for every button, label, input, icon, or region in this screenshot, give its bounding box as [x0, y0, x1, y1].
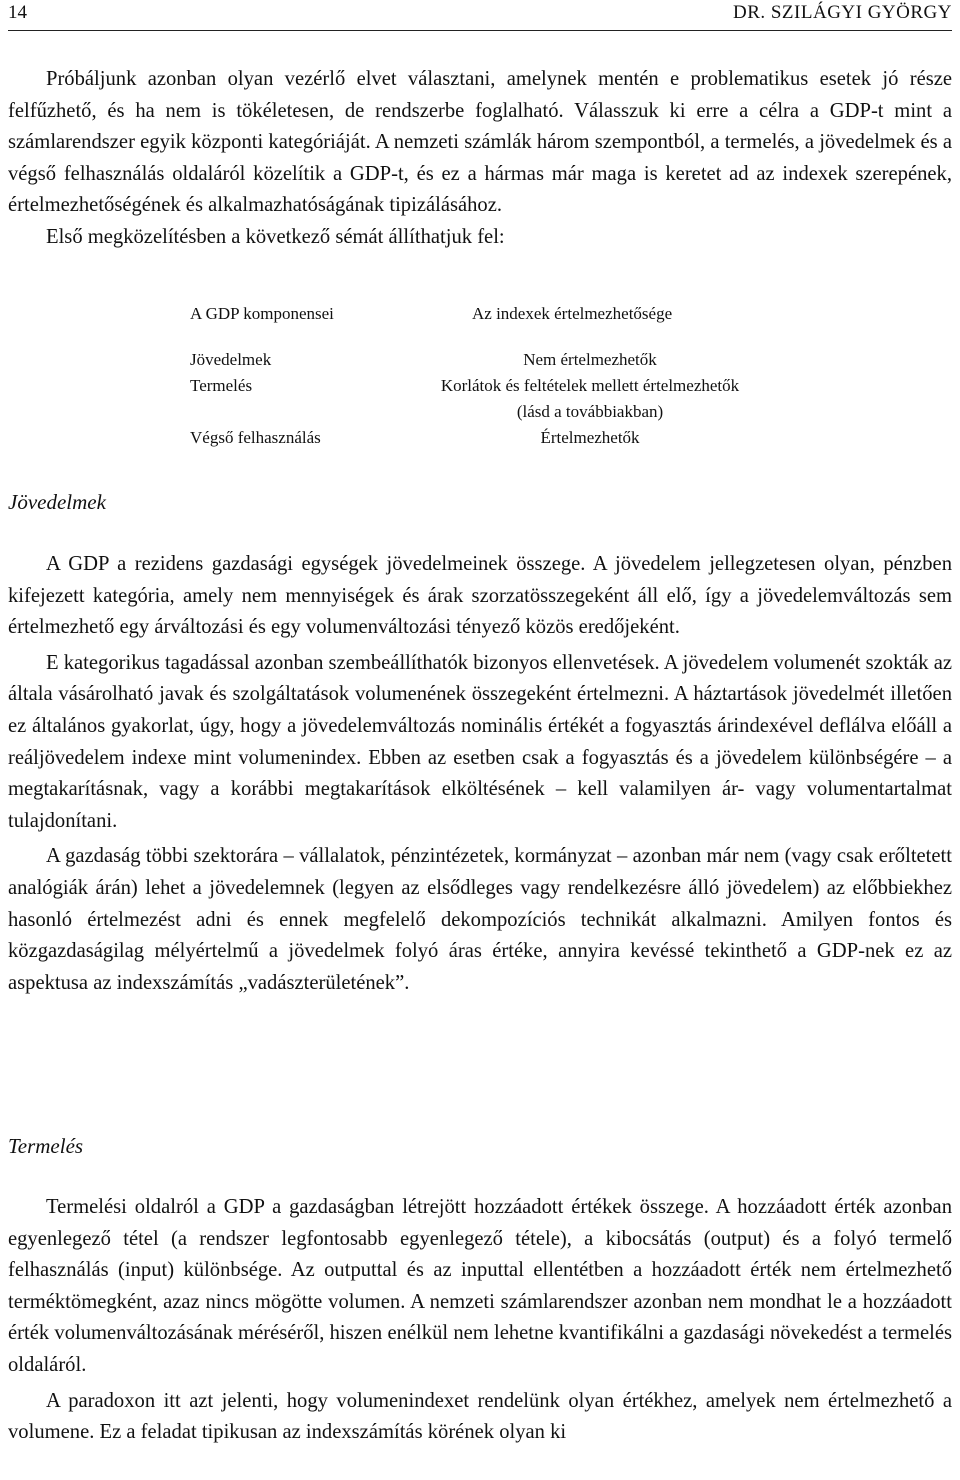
scheme-row-component: Jövedelmek: [190, 350, 272, 369]
body-paragraph: A gazdaság többi szektorára – vállalatok, pénzintézetek, kormányzat – azonban már nem (vagy csak erőltetett analógiák árán) lehet a jövedelemnek (legyen az elsődleges vagy rendelkezésre álló jövedelem) az előbbiekhez hasonló értelmezést adni és ennek megfelelő dekompozíciós technikát alkalmazni. Amilyen fontos és közgazdaságilag mélyértelmű a jövedelmek folyó áras értéke, annyira kevéssé tekinthető a GDP-nek ez az aspektusa az indexszámítás „vadászterületének”.: [8, 845, 952, 994]
scheme-row-interpretation: Értelmezhetők: [540, 428, 640, 447]
scheme-col2-header: Az indexek értelmezhetősége: [472, 304, 673, 323]
scheme-row-component: Végső felhasználás: [190, 428, 321, 447]
page-header: [8, 0, 952, 31]
running-header-author: DR. SZILÁGYI GYÖRGY: [732, 2, 952, 23]
intro-block: [8, 64, 952, 254]
scheme-col1-header: A GDP komponensei: [190, 304, 334, 323]
section-heading-jovedelmek: Jövedelmek: [8, 490, 106, 514]
body-paragraph: A paradoxon itt azt jelenti, hogy volumenindexet rendelünk olyan értékhez, amelyek nem értelmezhető a volumene. Ez a feladat tipikusan az indexszámítás körének olyan ki: [8, 1389, 952, 1444]
body-paragraph: E kategorikus tagadással azonban szembeállíthatók bizonyos ellenvetések. A jövedelem volumenét szokták az általa vásárolható javak és szolgáltatások volumenének összegeként értelmezni. A háztartások jövedelmét illetően ez általános gyakorlat, úgy, hogy a jövedelemváltozás nominális értékét a fogyasztás árindexével deflálva előáll a reáljövedelem indexe mint volumenindex. Ebben az esetben csak a fogyasztás és a jövedelem különbségére – a megtakarításnak, vagy a korábbi megtakarítások elköltésének – kell valamilyen ár- vagy volumentartalmat tulajdonítani.: [8, 651, 952, 832]
scheme-row-note: (lásd a továbbiakban): [516, 402, 664, 421]
intro-scheme-lead: Első megközelítésben a következő sémát állíthatjuk fel:: [46, 225, 505, 248]
scheme-row-interpretation: Korlátok és feltételek mellett értelmezhetők: [440, 376, 740, 395]
section-body-jovedelmek: [8, 549, 952, 999]
section-body-termeles: [8, 1192, 952, 1449]
body-paragraph: Termelési oldalról a GDP a gazdaságban létrejött hozzáadott értékek összege. A hozzáadott érték azonban egyenlegező tétel (a rendszer legfontosabb egyenlegező tétele), a kibocsátás (output) és a folyó termelő felhasználás (input) különbsége. Az outputtal és az inputtal ellentétben a hozzáadott érték nem értelmezhető terméktömegként, azaz nincs mögötte volumen. A nemzeti számlarendszer azonban nem mondhat le a hozzáadott érték volumenváltozásának méréséről, hiszen enélkül nem lehetne kvantifikálni a gazdasági növekedést a termelés oldaláról.: [8, 1196, 952, 1376]
scheme-row-interpretation: Nem értelmezhetők: [523, 350, 657, 369]
scheme-row-component: Termelés: [190, 376, 253, 395]
intro-paragraph: Próbáljunk azonban olyan vezérlő elvet választani, amelynek mentén e problematikus esetek jó része felfűzhető, és ha nem is tökéletesen, de rendszerbe foglalható. Válasszuk ki erre a célra a GDP-t mint a számlarendszer egyik központi kategóriáját. A nemzeti számlák három szempontból, a termelés, a jövedelmek és a végső felhasználás oldaláról közelítik a GDP-t, és ez a hármas már maga is keretet ad az indexek szerepének, értelmezhetőségének és alkalmazhatóságának tipizálásához.: [8, 68, 952, 217]
section-heading-termeles: Termelés: [8, 1134, 84, 1158]
page-number: 14: [8, 2, 27, 23]
body-paragraph: A GDP a rezidens gazdasági egységek jövedelmeinek összege. A jövedelem jellegzetesen olyan, pénzben kifejezett kategória, amely nem mennyiségek és árak szorzatösszegeként áll elő, így a jövedelemváltozás sem értelmezhető egy árváltozási és egy volumenváltozási tényező közös eredőjeként.: [8, 553, 952, 639]
